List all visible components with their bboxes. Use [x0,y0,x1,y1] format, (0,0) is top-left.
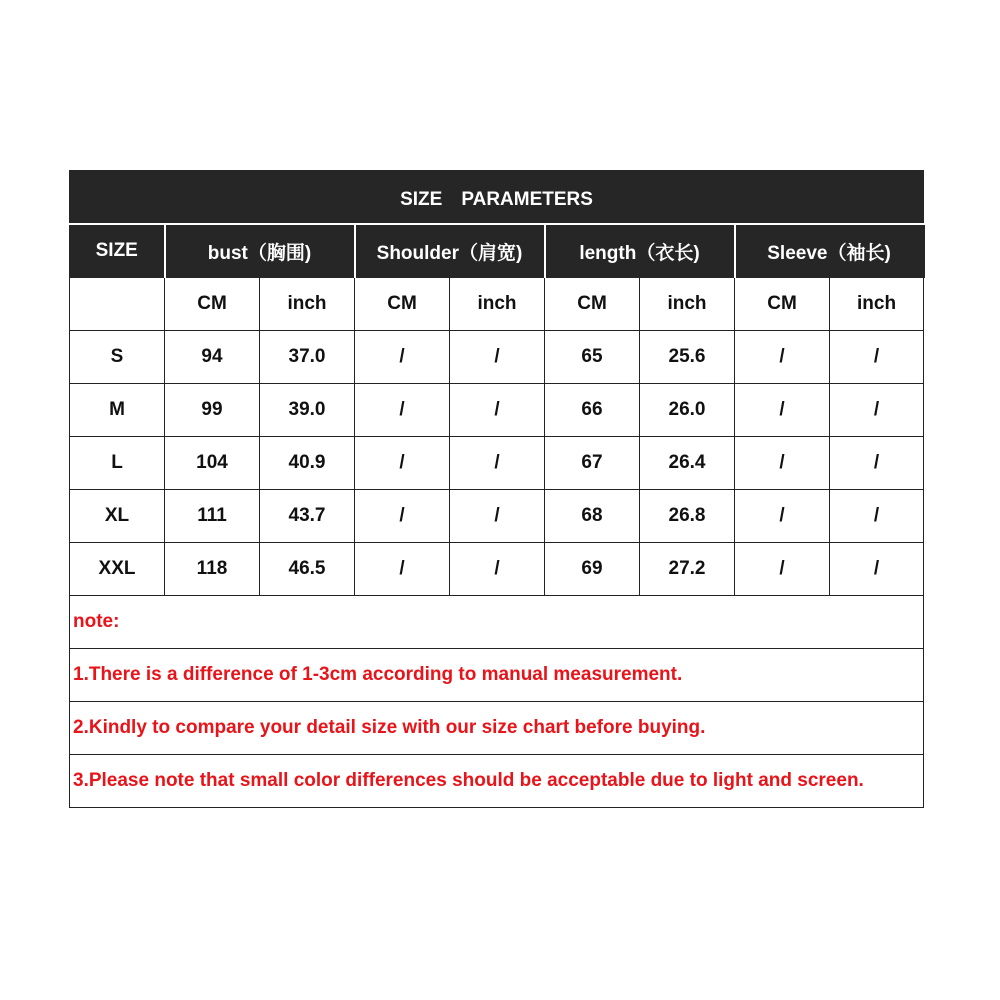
shoulder-header: Shoulder（肩宽) [355,224,545,278]
title-row [70,171,924,225]
note-row [70,649,924,702]
size-chart-table [69,170,925,808]
sleeve-cm-cell: / [735,331,830,384]
unit-inch: inch [450,278,545,331]
table-row [70,384,924,437]
size-cell: XL [70,490,165,543]
unit-cm: CM [545,278,640,331]
length-cm-cell: 69 [545,543,640,596]
shoulder-inch-cell: / [450,437,545,490]
unit-inch: inch [640,278,735,331]
unit-cell-empty [70,278,165,331]
size-header: SIZE [70,224,165,278]
sleeve-inch-cell: / [830,490,924,543]
header-row [70,224,924,278]
note-heading: note: [70,596,924,649]
bust-cm-cell: 99 [165,384,260,437]
sleeve-inch-cell: / [830,437,924,490]
bust-inch-cell: 39.0 [260,384,355,437]
length-cm-cell: 66 [545,384,640,437]
bust-cm-cell: 94 [165,331,260,384]
length-inch-cell: 26.4 [640,437,735,490]
shoulder-inch-cell: / [450,543,545,596]
note-item: 1.There is a difference of 1-3cm according to manual measurement. [70,649,924,702]
bust-header: bust（胸围) [165,224,355,278]
sleeve-cm-cell: / [735,543,830,596]
bust-cm-cell: 104 [165,437,260,490]
shoulder-inch-cell: / [450,384,545,437]
sleeve-inch-cell: / [830,384,924,437]
unit-inch: inch [260,278,355,331]
length-inch-cell: 25.6 [640,331,735,384]
sleeve-header: Sleeve（袖长) [735,224,924,278]
unit-row [70,278,924,331]
bust-inch-cell: 46.5 [260,543,355,596]
unit-inch: inch [830,278,924,331]
shoulder-inch-cell: / [450,331,545,384]
bust-cm-cell: 111 [165,490,260,543]
shoulder-cm-cell: / [355,437,450,490]
bust-inch-cell: 37.0 [260,331,355,384]
table-row [70,437,924,490]
length-cm-cell: 68 [545,490,640,543]
chart-title: SIZE PARAMETERS [70,171,924,225]
shoulder-cm-cell: / [355,543,450,596]
note-heading-row [70,596,924,649]
note-row [70,755,924,808]
shoulder-cm-cell: / [355,384,450,437]
note-row [70,702,924,755]
shoulder-cm-cell: / [355,331,450,384]
length-inch-cell: 27.2 [640,543,735,596]
shoulder-inch-cell: / [450,490,545,543]
sleeve-cm-cell: / [735,490,830,543]
note-item: 2.Kindly to compare your detail size with our size chart before buying. [70,702,924,755]
length-inch-cell: 26.0 [640,384,735,437]
size-cell: S [70,331,165,384]
size-cell: M [70,384,165,437]
length-header: length（衣长) [545,224,735,278]
sleeve-inch-cell: / [830,331,924,384]
bust-cm-cell: 118 [165,543,260,596]
size-cell: L [70,437,165,490]
unit-cm: CM [355,278,450,331]
length-inch-cell: 26.8 [640,490,735,543]
length-cm-cell: 65 [545,331,640,384]
bust-inch-cell: 43.7 [260,490,355,543]
sleeve-cm-cell: / [735,437,830,490]
unit-cm: CM [735,278,830,331]
table-row [70,543,924,596]
sleeve-inch-cell: / [830,543,924,596]
size-cell: XXL [70,543,165,596]
sleeve-cm-cell: / [735,384,830,437]
table-row [70,490,924,543]
length-cm-cell: 67 [545,437,640,490]
bust-inch-cell: 40.9 [260,437,355,490]
note-item: 3.Please note that small color differences should be acceptable due to light and screen. [70,755,924,808]
table-row [70,331,924,384]
shoulder-cm-cell: / [355,490,450,543]
unit-cm: CM [165,278,260,331]
